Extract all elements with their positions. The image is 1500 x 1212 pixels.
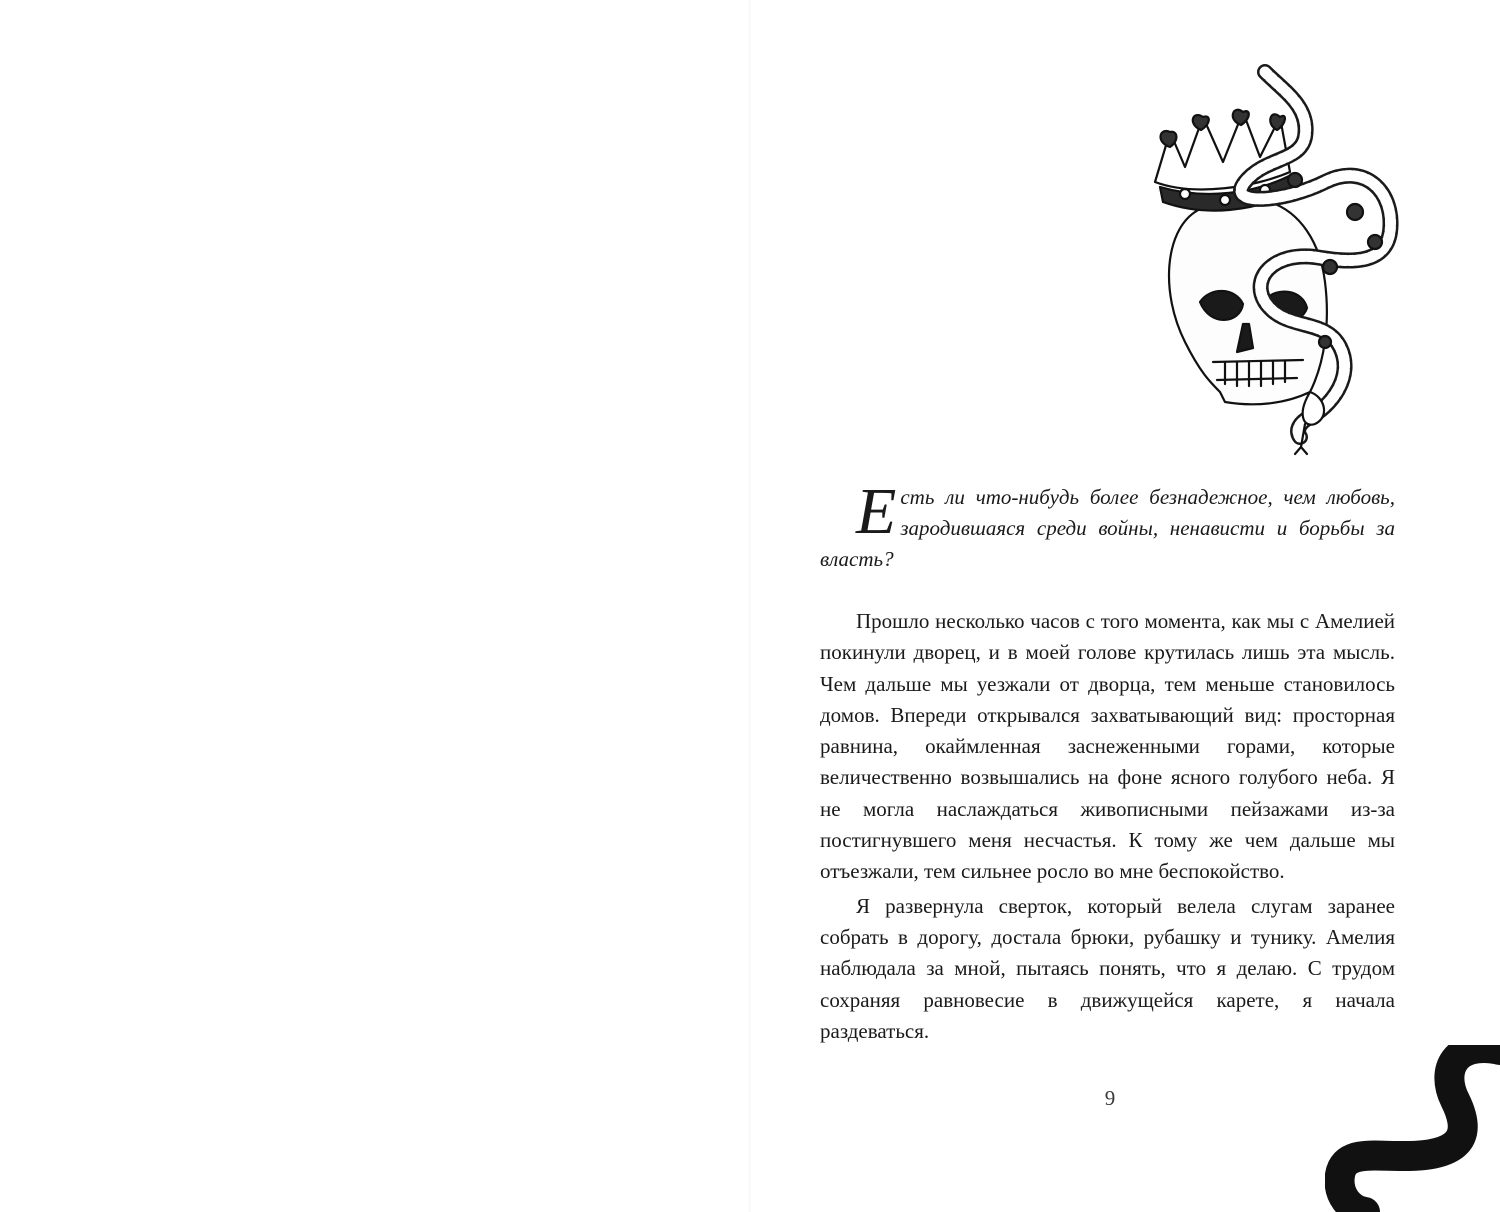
page-number: 9 [1104,1086,1116,1110]
drop-cap: Е [856,475,897,548]
snake-icon [1325,1045,1500,1212]
text-block [820,475,1395,1047]
paragraph-1: Прошло несколько часов с того момента, как мы с Амелией покинули дворец, и в моей голове крутилась лишь эта мысль. Чем дальше мы уезжали от дворца, тем меньше становилось домов. Впереди открывался захватывающий вид: просторная равнина, окаймленная заснеженными горами, которые величественно возвышались на фоне ясного голубого неба. Я не могла наслаждаться живописными пейзажами из-за постигнувшего меня несчастья. К тому же чем дальше мы отъезжали, тем сильнее росло во мне беспокойство. [820,609,1395,884]
epigraph-text: сть ли что-нибудь более безнадежное, чем любовь, зародившаяся среди войны, ненависти и борьбы за власть? [820,485,1395,571]
skull-crown-snake-icon [1125,62,1425,457]
epigraph [820,475,1395,575]
page-fold [749,0,751,1212]
paragraph-2: Я развернула сверток, который велела слугам заранее собрать в дорогу, достала брюки, рубашку и тунику. Амелия наблюдала за мной, пытаясь понять, что я делаю. С трудом сохраняя равновесие в движущейся карете, я начала раздеваться. [820,893,1395,1043]
